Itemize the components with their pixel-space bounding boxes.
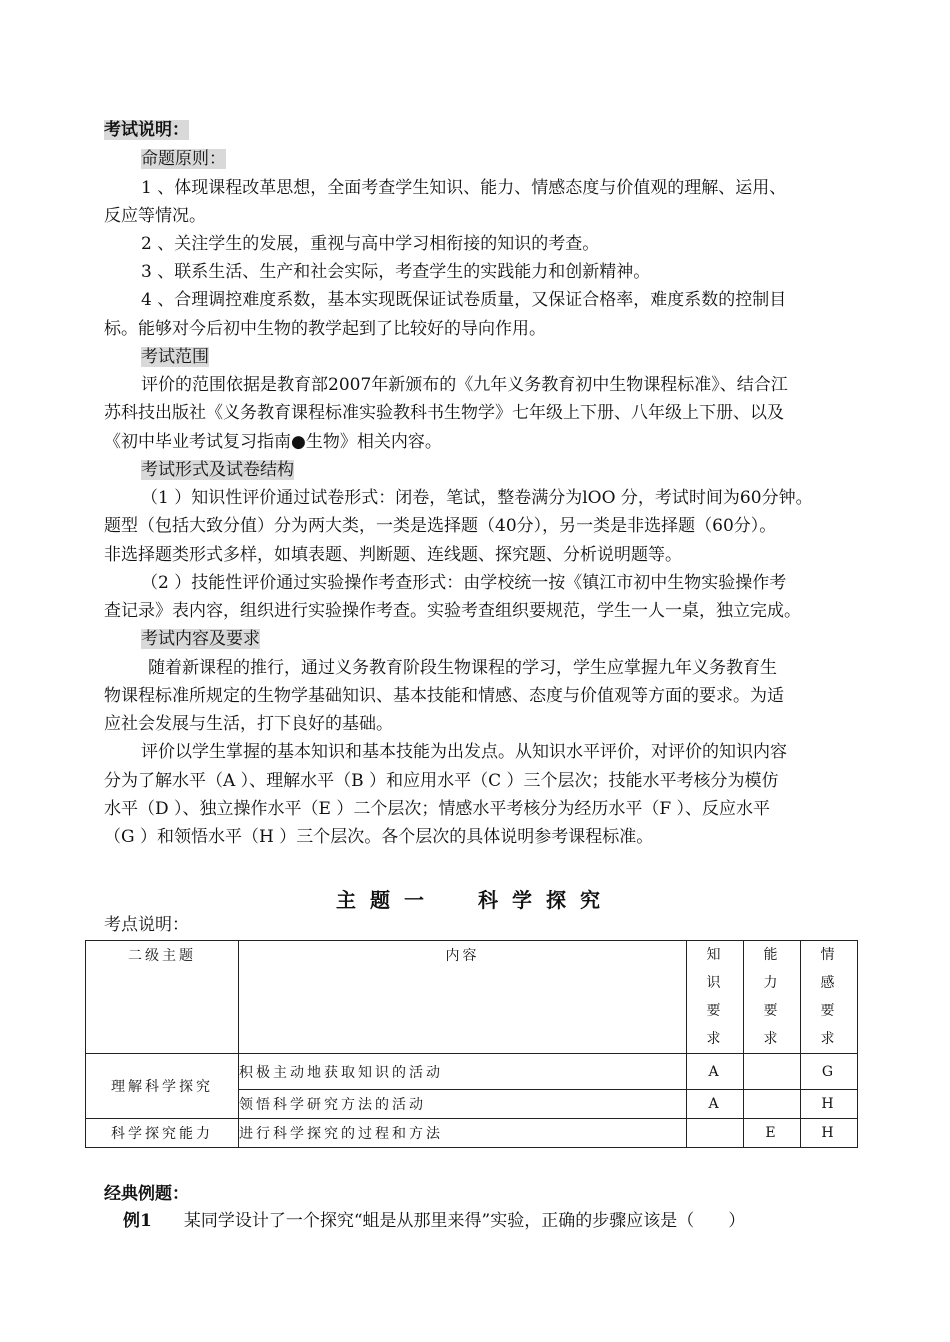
content-line-3: 应社会发展与生活，打下良好的基础。 xyxy=(104,714,393,734)
form-line-1: （1 ）知识性评价通过试卷形式：闭卷，笔试，整卷满分为lOO 分，考试时间为60分钟。 xyxy=(141,488,813,508)
principle-4-line-2: 标。能够对今后初中生物的教学起到了比较好的导向作用。 xyxy=(104,319,546,339)
content-line-6: 水平（D ）、独立操作水平（E ）二个层次；情感水平考核分为经历水平（F ）、反应水平 xyxy=(104,799,771,819)
examples-heading: 经典例题： xyxy=(104,1184,189,1204)
table-row xyxy=(86,1054,858,1090)
row-content: 积极主动地获取知识的活动 xyxy=(239,1054,687,1090)
row-knowledge xyxy=(687,1119,744,1148)
row-ability: E xyxy=(744,1119,801,1148)
form-line-5: 查记录》表内容，组织进行实验操作考查。实验考查组织要规范，学生一人一桌，独立完成。 xyxy=(104,601,801,621)
scope-line-1: 评价的范围依据是教育部2007年新颁布的《九年义务教育初中生物课程标准》、结合江 xyxy=(141,375,788,395)
row-topic: 理解科学探究 xyxy=(86,1054,239,1119)
content-heading: 考试内容及要求 xyxy=(141,629,260,649)
example-1 xyxy=(123,1209,745,1233)
content-line-7: （G ）和领悟水平（H ）三个层次。各个层次的具体说明参考课程标准。 xyxy=(104,827,654,847)
exam-heading: 考试说明： xyxy=(104,120,189,140)
content-line-1: 随着新课程的推行，通过义务教育阶段生物课程的学习，学生应掌握九年义务教育生 xyxy=(148,658,777,678)
row-knowledge: A xyxy=(687,1054,744,1090)
header-content: 内容 xyxy=(239,941,687,1054)
header-ability: 能 力 要 求 xyxy=(744,941,801,1054)
scope-line-2: 苏科技出版社《义务教育课程标准实验教科书生物学》七年级上下册、八年级上下册、以及 xyxy=(104,403,784,423)
scope-line-3: 《初中毕业考试复习指南●生物》相关内容。 xyxy=(104,432,442,452)
example-1-text: 某同学设计了一个探究“蛆是从那里来得”实验，正确的步骤应该是（ ） xyxy=(183,1211,746,1231)
content-line-2: 物课程标准所规定的生物学基础知识、基本技能和情感、态度与价值观等方面的要求。为适 xyxy=(104,686,784,706)
header-topic: 二级主题 xyxy=(86,941,239,1054)
principle-2: 2 、关注学生的发展，重视与高中学习相衔接的知识的考查。 xyxy=(141,234,600,254)
form-line-3: 非选择题类形式多样，如填表题、判断题、连线题、探究题、分析说明题等。 xyxy=(104,545,682,565)
row-ability xyxy=(744,1054,801,1090)
scope-heading: 考试范围 xyxy=(141,347,209,367)
row-knowledge: A xyxy=(687,1090,744,1119)
content-line-4: 评价以学生掌握的基本知识和基本技能为出发点。从知识水平评价，对评价的知识内容 xyxy=(141,742,787,762)
header-knowledge: 知 识 要 求 xyxy=(687,941,744,1054)
example-1-label: 例1 xyxy=(123,1211,152,1231)
principle-3: 3 、联系生活、生产和社会实际，考查学生的实践能力和创新精神。 xyxy=(141,262,651,282)
form-heading: 考试形式及试卷结构 xyxy=(141,460,294,480)
table-row xyxy=(86,1119,858,1148)
row-content: 领悟科学研究方法的活动 xyxy=(239,1090,687,1119)
form-line-2: 题型（包括大致分值）分为两大类，一类是选择题（40分），另一类是非选择题（60分）。 xyxy=(104,516,777,536)
principle-1-line-1: 1 、体现课程改革思想，全面考查学生知识、能力、情感态度与价值观的理解、运用、 xyxy=(141,178,787,198)
row-content: 进行科学探究的过程和方法 xyxy=(239,1119,687,1148)
row-emotion: H xyxy=(801,1090,858,1119)
row-ability xyxy=(744,1090,801,1119)
principles-heading: 命题原则： xyxy=(141,149,226,169)
row-topic: 科学探究能力 xyxy=(86,1119,239,1148)
requirements-table xyxy=(85,940,858,1148)
principle-1-line-2: 反应等情况。 xyxy=(104,206,206,226)
points-label: 考点说明： xyxy=(104,915,189,935)
row-emotion: H xyxy=(801,1119,858,1148)
form-line-4: （2 ）技能性评价通过实验操作考查形式：由学校统一按《镇江市初中生物实验操作考 xyxy=(141,573,787,593)
header-emotion: 情 感 要 求 xyxy=(801,941,858,1054)
theme-title: 主题一 科学探究 xyxy=(336,888,614,912)
content-line-5: 分为了解水平（A ）、理解水平（B ）和应用水平（C ）三个层次；技能水平考核分为模仿 xyxy=(104,771,779,791)
principle-4-line-1: 4 、合理调控难度系数，基本实现既保证试卷质量，又保证合格率，难度系数的控制目 xyxy=(141,290,787,310)
table-header-row xyxy=(86,941,858,1054)
row-emotion: G xyxy=(801,1054,858,1090)
